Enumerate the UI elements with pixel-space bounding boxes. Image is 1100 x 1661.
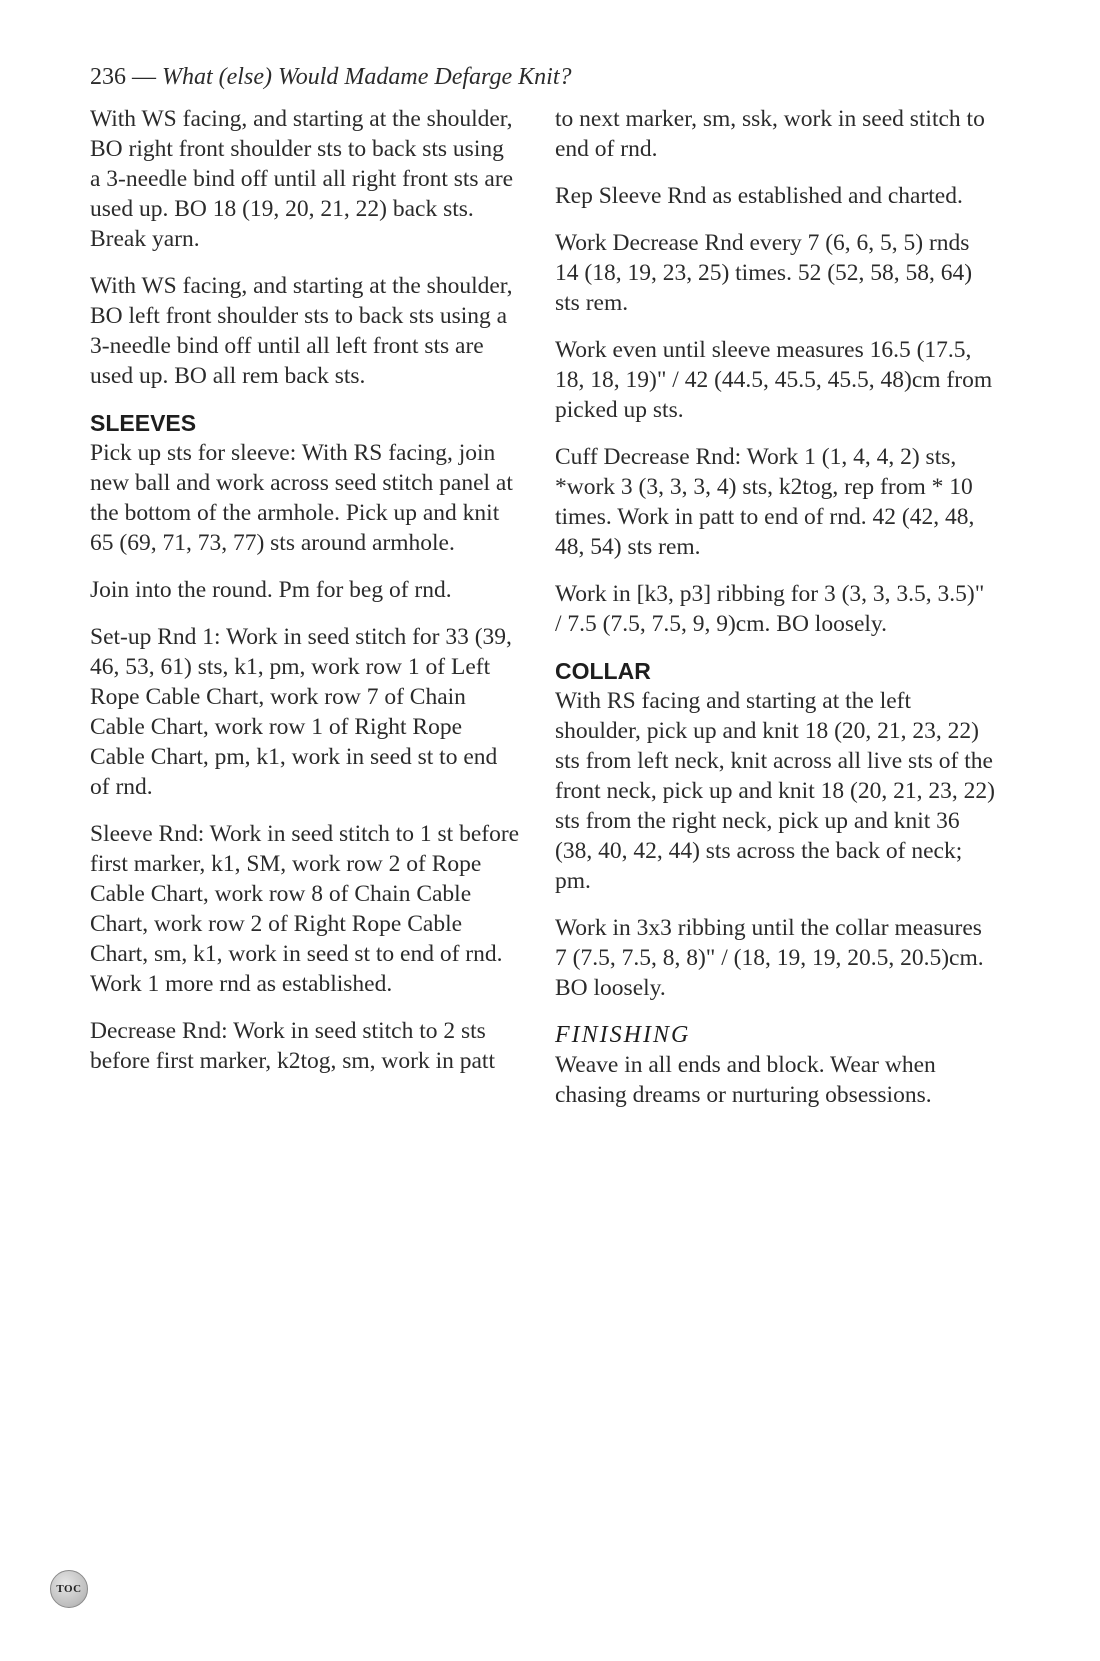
paragraph-decrease-schedule: Work Decrease Rnd every 7 (6, 6, 5, 5) rnds 14 (18, 19, 23, 25) times. 52 (52, 58, 58, 64) sts rem. bbox=[555, 230, 973, 316]
paragraph-work-more-round: Work 1 more rnd as established. bbox=[90, 971, 393, 997]
section-heading-collar: COLLAR bbox=[555, 658, 651, 684]
section-heading-sleeves: SLEEVES bbox=[90, 410, 197, 436]
toc-button[interactable]: TOC bbox=[50, 1570, 88, 1608]
paragraph-sleeve-round: Sleeve Rnd: Work in seed stitch to 1 st before first marker, k1, SM, work row 2 of Rope Cable Chart, work row 8 of Chain Cable Chart, work row 2 of Right Rope Cable Chart, sm, k1, work in seed st to end of rnd. bbox=[90, 821, 520, 967]
paragraph-collar-ribbing: Work in 3x3 ribbing until the collar measures 7 (7.5, 7.5, 8, 8)" / (18, 19, 19, 20.5, 20.5)cm. BO loosely. bbox=[555, 915, 984, 1001]
paragraph-collar-pick-up: With RS facing and starting at the left shoulder, pick up and knit 18 (20, 21, 23, 22) sts from left neck, knit across all live sts of the front neck, pick up and knit 18 (20, 21, 23, 22) sts from the right neck, pick up and knit 36 (38, 40, 42, 44) sts across the back of neck; pm. bbox=[555, 688, 995, 894]
paragraph-pick-up-sleeve: Pick up sts for sleeve: With RS facing, join new ball and work across seed stitch panel at the bottom of the armhole. Pick up and knit 65 (69, 71, 73, 77) sts around armhole. bbox=[90, 440, 513, 556]
right-column bbox=[555, 104, 995, 1127]
paragraph-setup-round: Set-up Rnd 1: Work in seed stitch for 33 (39, 46, 53, 61) sts, k1, pm, work row 1 of Left Rope Cable Chart, work row 7 of Chain Cable Chart, work row 1 of Right Rope Cable Chart, pm, k1, work in seed st to end of rnd. bbox=[90, 624, 512, 800]
paragraph-right-shoulder-bind-off: With WS facing, and starting at the shoulder, BO right front shoulder sts to back sts using a 3-needle bind off until all right front sts are used up. BO 18 (19, 20, 21, 22) back sts. Break yarn. bbox=[90, 106, 514, 252]
paragraph-work-even: Work even until sleeve measures 16.5 (17.5, 18, 18, 19)" / 42 (44.5, 45.5, 45.5, 48)cm from picked up sts. bbox=[555, 337, 993, 423]
paragraph-finishing: Weave in all ends and block. Wear when chasing dreams or nurturing obsessions. bbox=[555, 1052, 936, 1108]
left-column bbox=[90, 104, 520, 1093]
paragraph-join-round: Join into the round. Pm for beg of rnd. bbox=[90, 577, 452, 603]
paragraph-rep-sleeve-round: Rep Sleeve Rnd as established and charted. bbox=[555, 183, 963, 209]
page-number: 236 — bbox=[90, 64, 156, 90]
paragraph-decrease-round: Decrease Rnd: Work in seed stitch to 2 sts before first marker, k2tog, sm, work in patt bbox=[90, 1018, 495, 1074]
book-title: What (else) Would Madame Defarge Knit? bbox=[162, 64, 572, 90]
running-header bbox=[90, 62, 572, 92]
paragraph-ribbing: Work in [k3, p3] ribbing for 3 (3, 3, 3.5, 3.5)" / 7.5 (7.5, 7.5, 9, 9)cm. BO loosely. bbox=[555, 581, 985, 637]
paragraph-decrease-continued: to next marker, sm, ssk, work in seed stitch to end of rnd. bbox=[555, 106, 985, 162]
section-heading-finishing: FINISHING bbox=[555, 1022, 691, 1048]
paragraph-cuff-decrease: Cuff Decrease Rnd: Work 1 (1, 4, 4, 2) sts, *work 3 (3, 3, 3, 4) sts, k2tog, rep from * 10 times. Work in patt to end of rnd. 42 (42, 48, 48, 54) sts rem. bbox=[555, 444, 975, 560]
paragraph-left-shoulder-bind-off: With WS facing, and starting at the shoulder, BO left front shoulder sts to back sts using a 3-needle bind off until all left front sts are used up. BO all rem back sts. bbox=[90, 273, 513, 389]
